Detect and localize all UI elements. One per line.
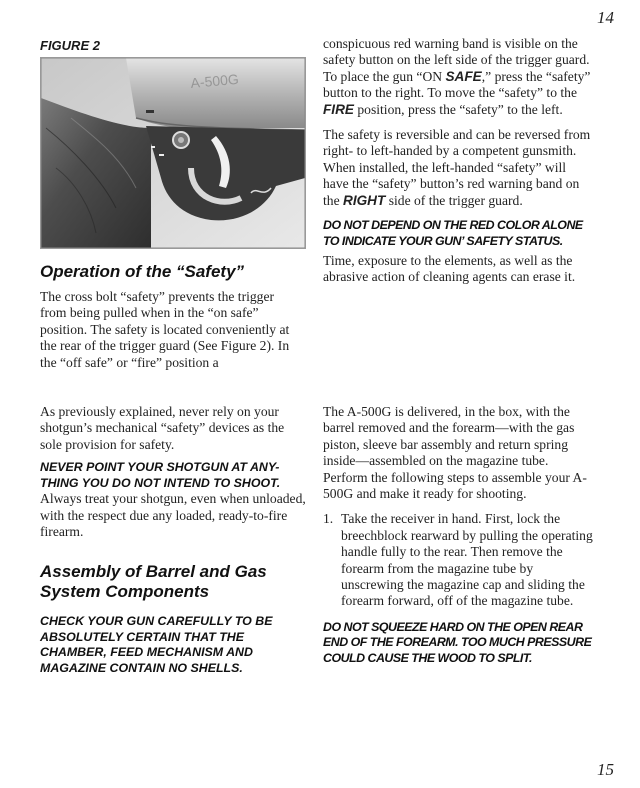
operation-paragraph: The cross bolt “safety” prevents the trigger from being pulled when in the “on safe” position. The safety is located conveniently at the rear of the trigger guard (See Figure 2). In the “off safe” or “fire” position a [40, 289, 290, 370]
red-color-warning: DO NOT DEPEND ON THE RED COLOR ALONE TO INDICATE YOUR GUN’ SAFETY STATUS. [323, 218, 583, 248]
operation-heading: Operation of the “Safety” [40, 262, 245, 281]
never-point-warning: NEVER POINT YOUR SHOTGUN AT ANY-THING YOU DO NOT INTEND TO SHOOT. [40, 460, 281, 490]
always-treat-paragraph: Always treat your shotgun, even when unloaded, with the respect due any loaded, ready-to-fire firearm. [40, 491, 306, 540]
engraving-text: A-500G [189, 70, 240, 91]
page-number-top: 14 [597, 8, 614, 27]
figure-photo [40, 57, 306, 249]
list-item [323, 511, 593, 609]
figure-label: FIGURE 2 [40, 38, 100, 53]
safety-paragraph-3: Time, exposure to the elements, as well as the abrasive action of cleaning agents can erase it. [323, 253, 576, 285]
safety-paragraph-1: conspicuous red warning band is visible on the safety button on the left side of the trigger guard. To place the gun “ON SAFE,” press the “safety” button to the right. To move the “safety” to the FIRE position, press the “safety” to the left. [323, 36, 591, 117]
bottom-left-column [40, 404, 308, 676]
safety-paragraph-2: The safety is reversible and can be reversed from right- to left-handed by a competent gunsmith. When installed, the left-handed “safety” will have the “safety” button’s red warning band on the RIGHT side of the trigger guard. [323, 127, 591, 208]
squeeze-warning: DO NOT SQUEEZE HARD ON THE OPEN REAR END OF THE FOREARM. TOO MUCH PRESSURE COULD CAUSE THE WOOD TO SPLIT. [323, 619, 592, 665]
assembly-steps [323, 511, 593, 609]
page-number-bottom: 15 [597, 760, 614, 779]
reminder-paragraph: As previously explained, never rely on your shotgun’s mechanical “safety” devices as the sole provision for safety. [40, 404, 285, 452]
assembly-heading: Assembly of Barrel and Gas System Components [40, 562, 267, 602]
bottom-right-column [323, 404, 593, 666]
top-right-column [323, 36, 591, 295]
operation-text [40, 289, 302, 380]
delivery-paragraph: The A-500G is delivered, in the box, with the barrel removed and the forearm—with the gas piston, sleeve bar assembly and return spring inside—assembled on the magazine tube. Perform the following steps to assemble your A-500G and make it ready for shooting. [323, 404, 587, 502]
check-gun-warning: CHECK YOUR GUN CAREFULLY TO BE ABSOLUTELY CERTAIN THAT THE CHAMBER, FEED MECHANISM AND MAGAZINE CONTAIN NO SHELLS. [40, 614, 273, 675]
step-text: Take the receiver in hand. First, lock the breechblock rearward by pulling the operating handle fully to the rear. Then remove the forearm from the magazine tube by unscrewing the magazine cap and sliding the forearm forward, off of the magazine tube. [341, 511, 593, 609]
step-number: 1. [323, 511, 334, 527]
